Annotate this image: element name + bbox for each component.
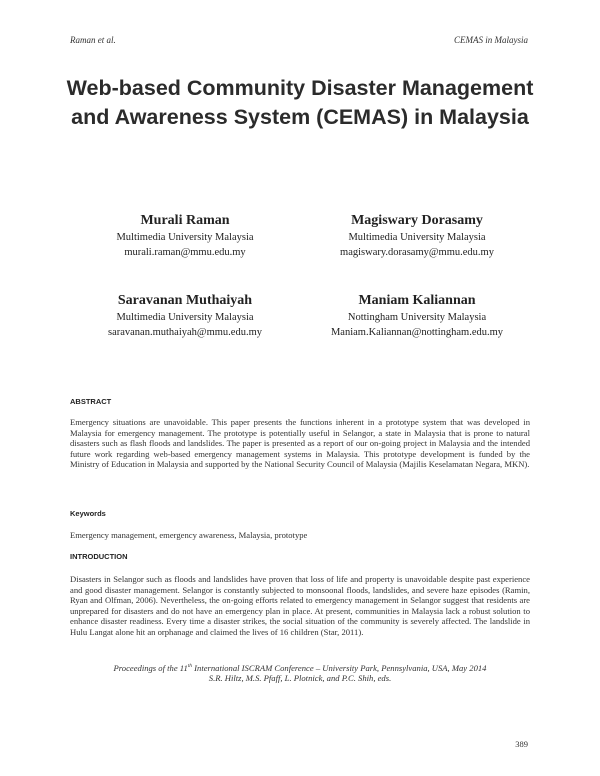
author-email: magiswary.dorasamy@mmu.edu.my bbox=[340, 247, 494, 258]
footer-line-2: S.R. Hiltz, M.S. Pfaff, L. Plotnick, and P.C. Shih, eds. bbox=[208, 673, 392, 684]
running-header-right: CEMAS in Malaysia bbox=[454, 35, 528, 45]
author-name: Magiswary Dorasamy bbox=[351, 213, 483, 228]
abstract-text: Emergency situations are unavoidable. This paper presents the functions inherent in a prototype system that was developed in Malaysia for emergency management. The prototype is potentially useful in Selangor, a state in Malaysia that is prone to natural disasters such as flash floods and landslides. The paper is presented as a report of our on-going project in Malaysia and the intended future work regarding web-based emergency management systems in Malaysia. This prototype development is funded by the Ministry of Education in Malaysia and supported by the National Security Council of Malaysia (Majilis Keselamatan Negara, MKN). bbox=[70, 417, 530, 469]
abstract-heading: ABSTRACT bbox=[70, 397, 112, 406]
keywords-text: Emergency management, emergency awareness, Malaysia, prototype bbox=[70, 530, 308, 540]
author-block bbox=[60, 292, 310, 340]
author-block bbox=[292, 292, 542, 340]
introduction-heading: INTRODUCTION bbox=[70, 552, 128, 561]
page-number: 389 bbox=[515, 739, 528, 749]
proceedings-footer bbox=[70, 661, 530, 684]
author-affiliation: Multimedia University Malaysia bbox=[116, 312, 254, 323]
author-name: Saravanan Muthaiyah bbox=[117, 293, 253, 308]
author-affiliation: Multimedia University Malaysia bbox=[348, 232, 486, 243]
author-email: murali.raman@mmu.edu.my bbox=[124, 247, 246, 258]
author-block bbox=[292, 212, 542, 260]
author-affiliation: Nottingham University Malaysia bbox=[347, 312, 487, 323]
author-email: Maniam.Kaliannan@nottingham.edu.my bbox=[330, 327, 504, 338]
author-name: Murali Raman bbox=[140, 213, 230, 228]
author-block bbox=[60, 212, 310, 260]
running-header-left: Raman et al. bbox=[70, 35, 116, 45]
introduction-text: Disasters in Selangor such as floods and landslides have proven that loss of life and property is unavoidable despite past experience and good disaster management. Selangor is constantly subjected to monsoonal floods, landslides, and severe haze episodes (Ramin, Ryan and Olfman, 2006). Nevertheless, the on-going efforts related to emergency management in Selangor suggest that residents are unprepared for disasters and do not have an emergency plan in place. At present, communities in Malaysia lack a robust solution to enhance disaster readiness. Every time a disaster strikes, the social situation of the community is severely affected. The landslide in Hulu Langat alone hit an orphanage and claimed the lives of 16 children (Star, 2011). bbox=[70, 574, 530, 637]
paper-title: Web-based Community Disaster Management and Awareness System (CEMAS) in Malaysia bbox=[66, 76, 534, 129]
author-affiliation: Multimedia University Malaysia bbox=[116, 232, 254, 243]
author-name: Maniam Kaliannan bbox=[358, 293, 476, 308]
keywords-heading: Keywords bbox=[70, 509, 106, 518]
footer-line-1: Proceedings of the 11th International ISCRAM Conference – University Park, Pennsylvania, USA, May 2014 bbox=[113, 662, 487, 673]
author-email: saravanan.muthaiyah@mmu.edu.my bbox=[107, 327, 262, 338]
